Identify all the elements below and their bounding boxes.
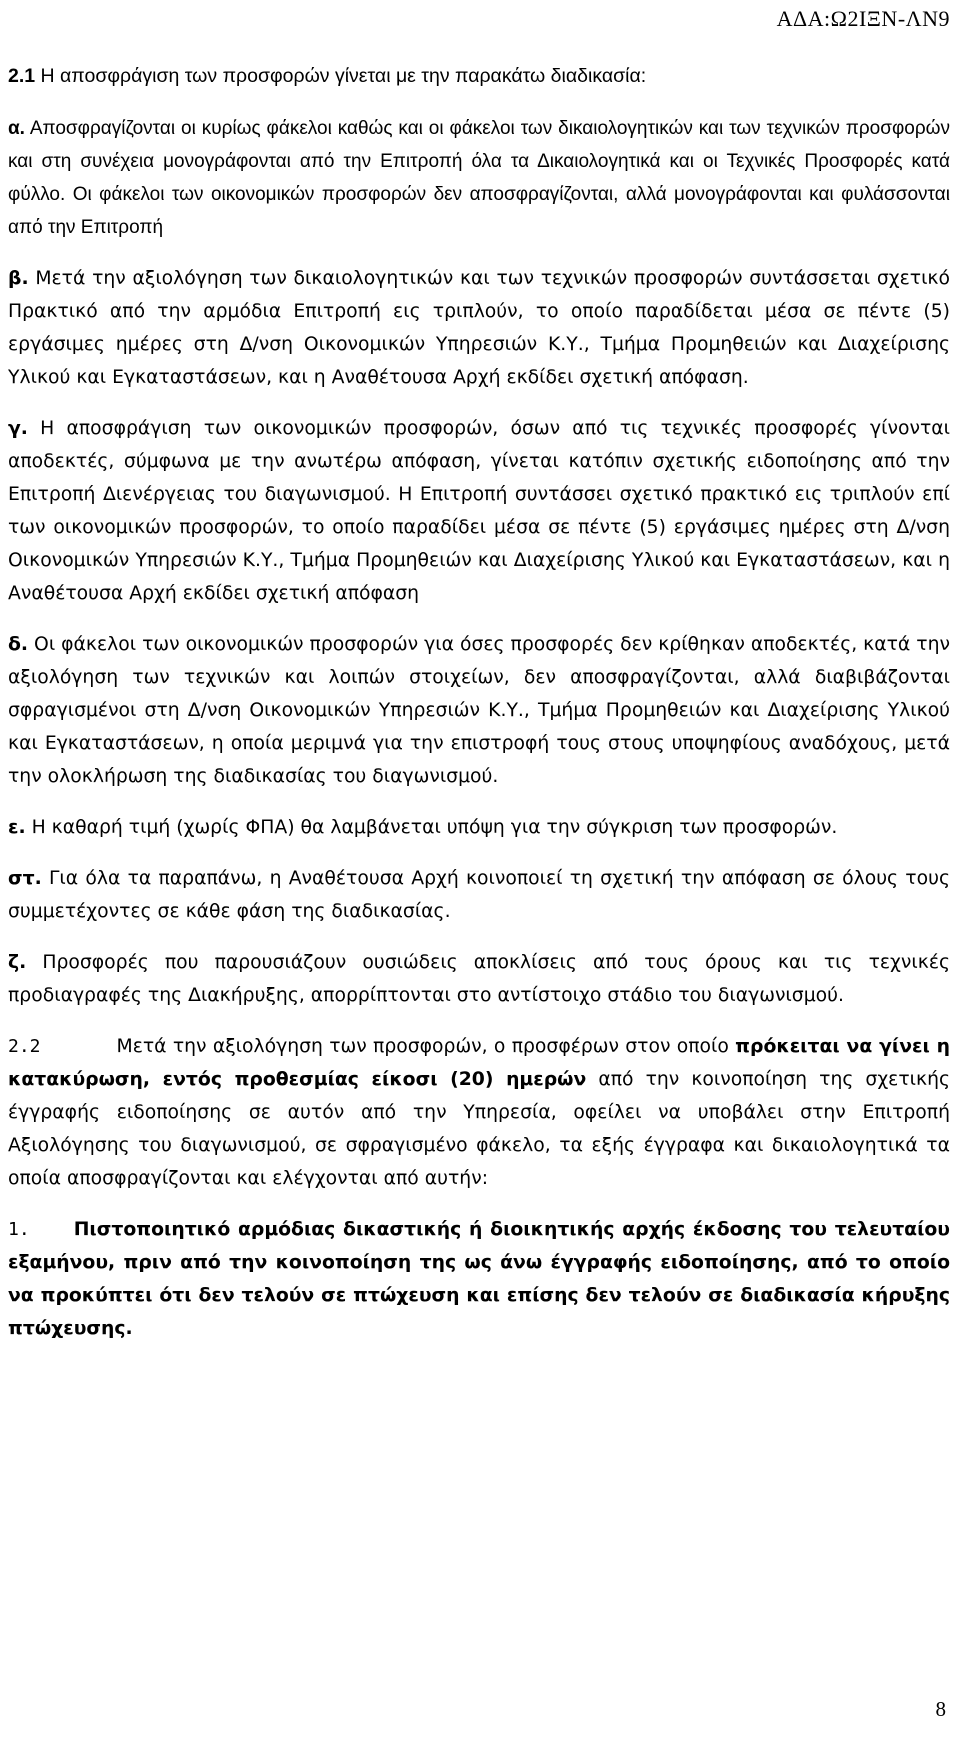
item-z-text: Προσφορές που παρουσιάζουν ουσιώδεις αποκλίσεις από τους όρους και τις τεχνικές προδιαγραφές της Διακήρυξης, απορρίπτονται στο αντίστοιχο στάδιο του διαγωνισμού. [8, 952, 950, 1006]
item-e-marker: ε. [8, 817, 26, 838]
ada-code: ΑΔΑ:Ω2ΙΞΝ-ΛΝ9 [776, 6, 950, 31]
item-b-text: Μετά την αξιολόγηση των δικαιολογητικών και των τεχνικών προσφορών συντάσσεται σχετικό Πρακτικό από την αρμόδια Επιτροπή εις τριπλούν, το οποίο παραδίδεται μέσα σε πέντε (5) εργάσιμες ημέρες στη Δ/νση Οικονομικών Υπηρεσιών Κ.Υ., Τμήμα Προμηθειών και Διαχείρισης Υλικού και Εγκαταστάσεων, και η Αναθέτουσα Αρχή εκδίδει σχετική απόφαση. [8, 268, 950, 388]
item-e [8, 811, 950, 844]
page-number: 8 [935, 1697, 946, 1721]
list-item-1-text: Πιστοποιητικό αρμόδιας δικαστικής ή διοικητικής αρχής έκδοσης του τελευταίου εξαμήνου, πριν από την κοινοποίηση της ως άνω έγγραφής ειδοποίησης, από το οποίο να προκύπτει ότι δεν τελούν σε πτώχευση και επίσης δεν τελούν σε διαδικασία κήρυξης πτώχευσης. [8, 1219, 950, 1339]
item-z [8, 946, 950, 1012]
item-st [8, 862, 950, 928]
section-2-2-text-bold: πρόκειται να γίνει η κατακύρωση, εντός προθεσμίας είκοσι (20) ημερών [8, 1036, 950, 1090]
document-body [8, 60, 950, 1345]
section-2-1-number: 2.1 [8, 65, 36, 87]
section-2-2-number: 2.2 [8, 1036, 41, 1057]
item-a-marker: α. [8, 118, 25, 139]
item-a-text: Αποσφραγίζονται οι κυρίως φάκελοι καθώς και οι φάκελοι των δικαιολογητικών και των τεχνικών προσφορών και στη συνέχεια μονογράφονται από την Επιτροπή όλα τα Δικαιολογητικά και οι Τεχνικές Προσφορές κατά φύλλο. Οι φάκελοι των οικονομικών προσφορών δεν αποσφραγίζονται, αλλά μονογράφονται και φυλάσσονται από την Επιτροπή [8, 118, 951, 238]
section-2-1-title: Η αποσφράγιση των προσφορών γίνεται με την παρακάτω διαδικασία: [40, 65, 647, 87]
item-b-marker: β. [8, 268, 29, 289]
item-e-text: Η καθαρή τιμή (χωρίς ΦΠΑ) θα λαμβάνεται υπόψη για την σύγκριση των προσφορών. [31, 817, 838, 838]
item-st-marker: στ. [8, 868, 42, 889]
item-c [8, 412, 950, 610]
item-c-marker: γ. [8, 418, 28, 439]
list-item-1-number: 1. [8, 1219, 30, 1240]
section-2-2-text-after: από την κοινοποίηση της σχετικής έγγραφής ειδοποίησης σε αυτόν από την Υπηρεσία, οφείλει να υποβάλει στην Επιτροπή Αξιολόγησης του διαγωνισμού, σε σφραγισμένο φάκελο, τα εξής έγγραφα και δικαιολογητικά τα οποία αποσφραγίζονται και ελέγχονται από αυτήν: [8, 1069, 950, 1189]
item-d-marker: δ. [8, 634, 29, 655]
list-item-1 [8, 1213, 950, 1345]
item-d [8, 628, 950, 793]
section-2-1-heading [8, 60, 950, 93]
item-z-marker: ζ. [8, 952, 27, 973]
item-d-text: Οι φάκελοι των οικονομικών προσφορών για όσες προσφορές δεν κρίθηκαν αποδεκτές, κατά την αξιολόγηση των τεχνικών και λοιπών στοιχείων, δεν αποσφραγίζονται, αλλά διαβιβάζονται σφραγισμένοι στη Δ/νση Οικονομικών Υπηρεσιών Κ.Υ., Τμήμα Προμηθειών και Διαχείρισης Υλικού και Εγκαταστάσεων, η οποία μεριμνά για την επιστροφή τους στους υποψηφίους αναδόχους, μετά την ολοκλήρωση της διαδικασίας του διαγωνισμού. [8, 634, 950, 787]
item-c-text: Η αποσφράγιση των οικονομικών προσφορών, όσων από τις τεχνικές προσφορές γίνονται αποδεκτές, σύμφωνα με την ανωτέρω απόφαση, γίνεται κατόπιν σχετικής ειδοποίησης από την Επιτροπή Διενέργειας του διαγωνισμού. Η Επιτροπή συντάσσει σχετικό πρακτικό εις τριπλούν επί των οικονομικών προσφορών, το οποίο παραδίδει μέσα σε πέντε (5) εργάσιμες ημέρες στη Δ/νση Οικονομικών Υπηρεσιών Κ.Υ., Τμήμα Προμηθειών και Διαχείρισης Υλικού και Εγκαταστάσεων, και η Αναθέτουσα Αρχή εκδίδει σχετική απόφαση [8, 418, 950, 604]
item-b [8, 262, 950, 394]
item-a [8, 112, 950, 244]
section-2-2 [8, 1030, 950, 1195]
item-st-text: Για όλα τα παραπάνω, η Αναθέτουσα Αρχή κοινοποιεί τη σχετική την απόφαση σε όλους τους συμμετέχοντες σε κάθε φάση της διαδικασίας. [8, 868, 950, 922]
section-2-2-text-before: Μετά την αξιολόγηση των προσφορών, ο προσφέρων στον οποίο [116, 1036, 729, 1057]
